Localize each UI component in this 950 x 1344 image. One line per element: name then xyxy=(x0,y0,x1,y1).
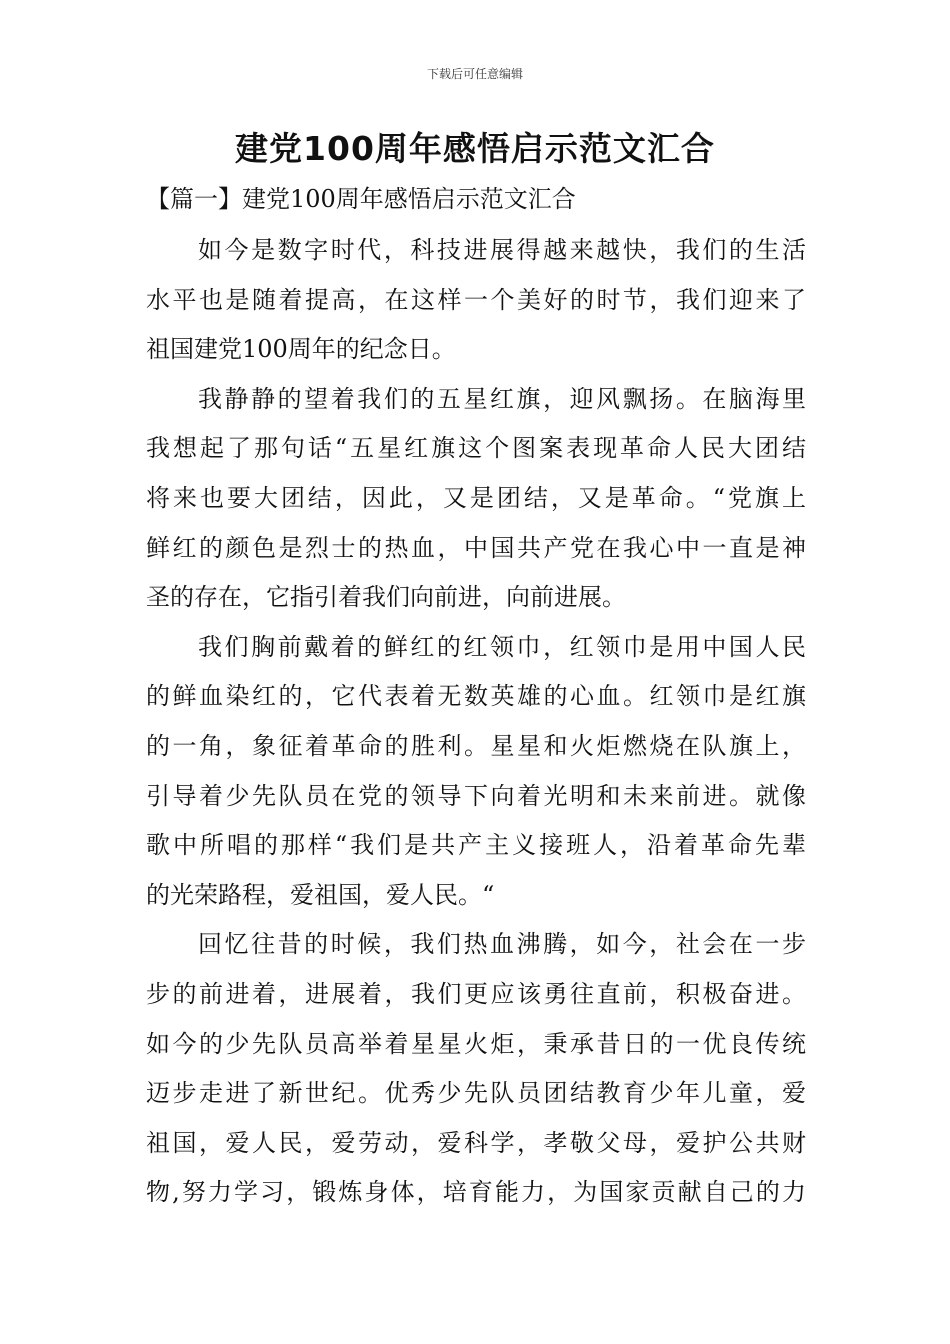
paragraph-1 xyxy=(146,226,806,375)
paragraph-line: 歌中所唱的那样“我们是共产主义接班人，沿着革命先辈 xyxy=(146,831,806,860)
paragraph-2 xyxy=(146,375,806,623)
paragraph-line: 迈步走进了新世纪。优秀少先队员团结教育少年儿童，爱 xyxy=(146,1079,806,1108)
paragraph-line: 物,努力学习，锻炼身体，培育能力，为国家贡献自己的力 xyxy=(146,1178,806,1207)
paragraph-line: 水平也是随着提高，在这样一个美好的时节，我们迎来了 xyxy=(146,285,806,314)
paragraph-line: 步的前进着，进展着，我们更应该勇往直前，积极奋进。 xyxy=(146,979,806,1008)
paragraph-line: 我静静的望着我们的五星红旗，迎风飘扬。在脑海里 xyxy=(198,384,806,413)
paragraph-4 xyxy=(146,920,806,1218)
paragraph-line: 祖国建党100周年的纪念日。 xyxy=(146,335,456,364)
paragraph-line: 我们胸前戴着的鲜红的红领巾，红领巾是用中国人民 xyxy=(198,632,806,661)
paragraph-line: 的一角，象征着革命的胜利。星星和火炬燃烧在队旗上， xyxy=(146,731,806,760)
paragraph-line: 圣的存在，它指引着我们向前进，向前进展。 xyxy=(146,583,626,612)
paragraph-line: 如今是数字时代，科技进展得越来越快，我们的生活 xyxy=(198,236,806,264)
paragraph-line: 祖国，爱人民，爱劳动，爱科学，孝敬父母，爱护公共财 xyxy=(146,1128,806,1157)
paragraph-line: 回忆往昔的时候，我们热血沸腾，如今，社会在一步 xyxy=(198,930,806,959)
paragraph-line: 鲜红的颜色是烈士的热血，中国共产党在我心中一直是神 xyxy=(146,533,806,562)
header-note: 下载后可任意编辑 xyxy=(426,67,523,81)
section-heading: 【篇一】建党100周年感悟启示范文汇合 xyxy=(146,185,576,213)
paragraph-line: 的鲜血染红的，它代表着无数英雄的心血。红领巾是红旗 xyxy=(146,682,806,711)
paragraph-line: 我想起了那句话“五星红旗这个图案表现革命人民大团结 xyxy=(146,434,806,463)
paragraph-line: 的光荣路程，爱祖国，爱人民。“ xyxy=(146,880,495,909)
paragraph-3 xyxy=(146,623,806,921)
paragraph-line: 将来也要大团结，因此，又是团结，又是革命。“党旗上 xyxy=(146,483,806,512)
paragraph-line: 引导着少先队员在党的领导下向着光明和未来前进。就像 xyxy=(146,781,806,810)
paragraph-line: 如今的少先队员高举着星星火炬，秉承昔日的一优良传统 xyxy=(146,1029,806,1058)
body-text xyxy=(146,226,806,1218)
document-title: 建党100周年感悟启示范文汇合 xyxy=(235,129,715,168)
